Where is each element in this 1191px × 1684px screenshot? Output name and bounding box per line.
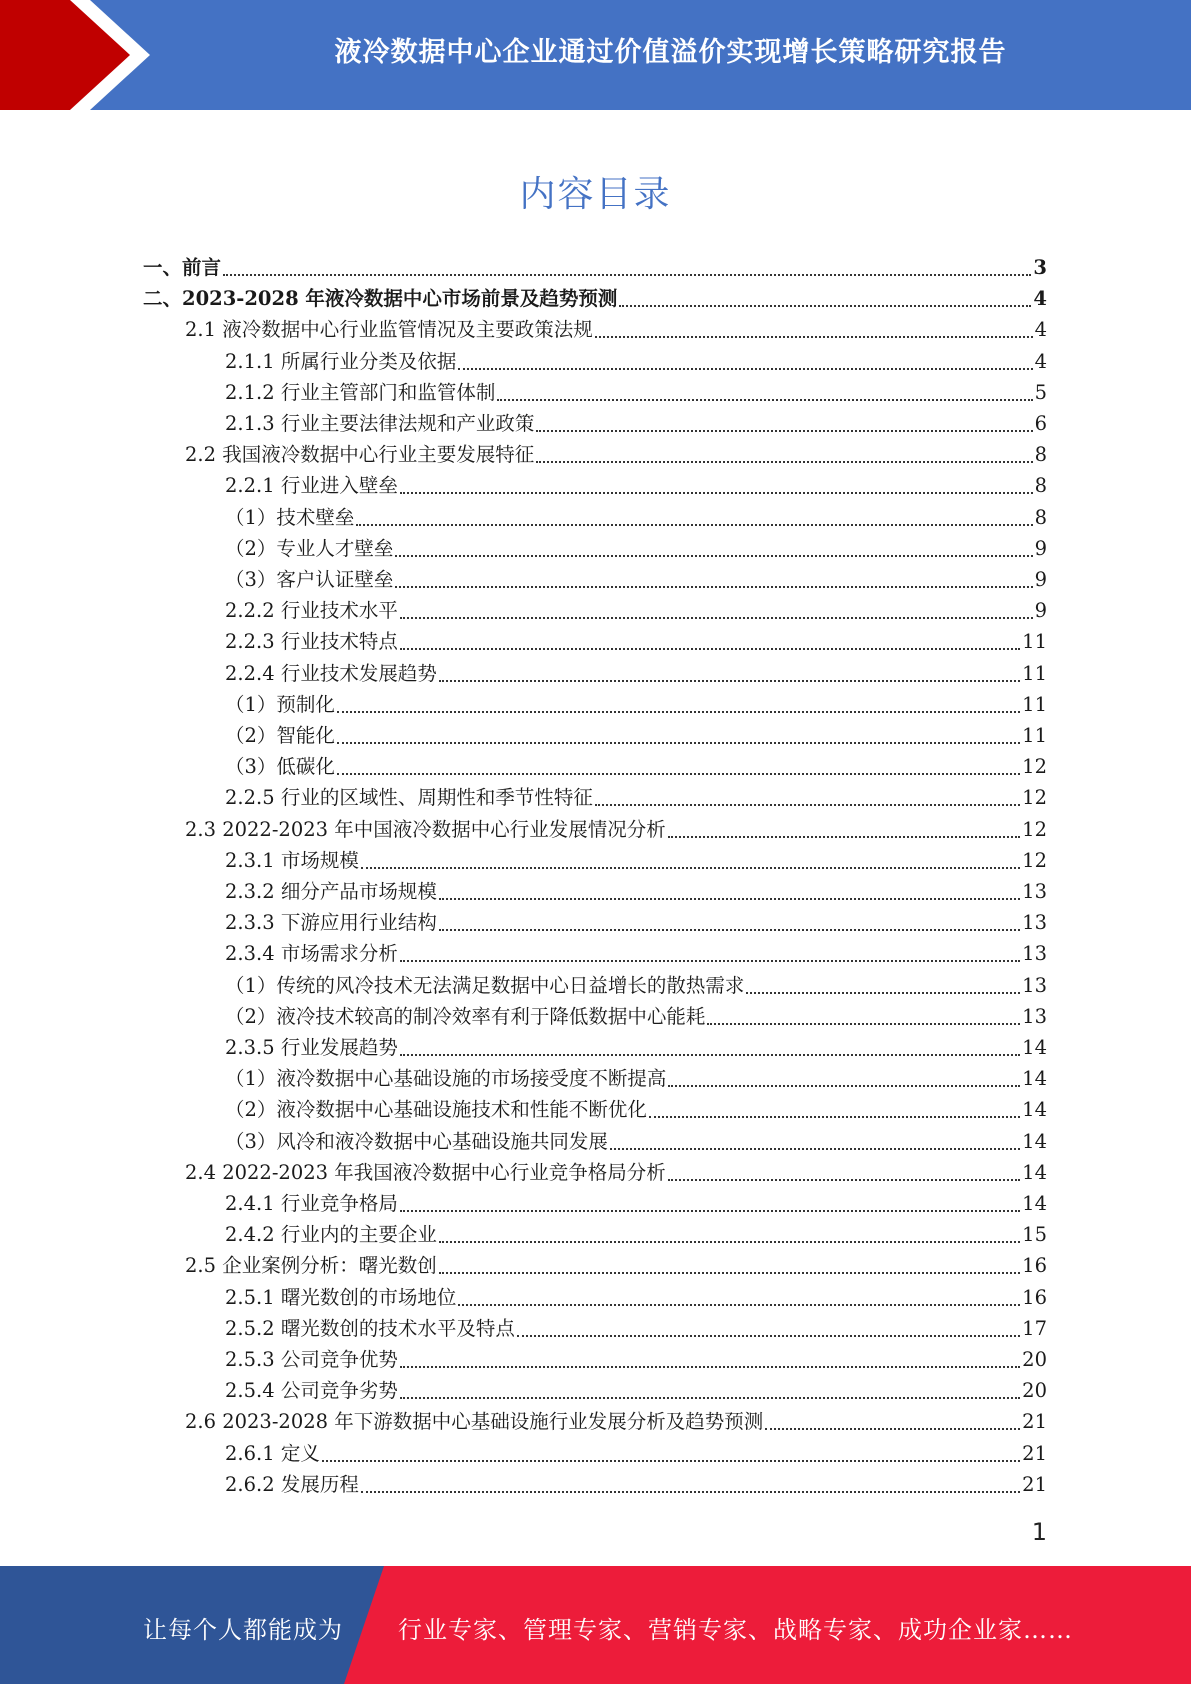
footer-slogan-right: 行业专家、管理专家、营销专家、战略专家、成功企业家……: [398, 1616, 1073, 1644]
toc-entry-page: 11: [1022, 630, 1047, 653]
toc-entry[interactable]: [185, 314, 1047, 345]
toc-entry[interactable]: [185, 439, 1047, 470]
toc-entry[interactable]: [225, 1438, 1047, 1469]
toc-entry-label: （2）液冷数据中心基础设施技术和性能不断优化: [225, 1098, 647, 1121]
footer-banner: [0, 1566, 1191, 1684]
toc-dot-leader: [400, 1397, 1020, 1399]
toc-dot-leader: [668, 1179, 1020, 1181]
toc-entry[interactable]: [185, 1406, 1047, 1437]
toc-entry-label: 2.1.2 行业主管部门和监管体制: [225, 381, 496, 404]
toc-entry-label: 2.2.1 行业进入壁垒: [225, 474, 398, 497]
toc-entry[interactable]: [225, 1313, 1047, 1344]
toc-entry[interactable]: [225, 970, 1047, 1001]
toc-dot-leader: [395, 555, 1032, 557]
toc-entry-page: 21: [1022, 1473, 1047, 1496]
toc-entry[interactable]: [225, 876, 1047, 907]
toc-entry-page: 16: [1022, 1286, 1047, 1309]
toc-entry-page: 4: [1033, 287, 1047, 310]
toc-dot-leader: [517, 1335, 1020, 1337]
toc-entry-page: 20: [1022, 1379, 1047, 1402]
toc-entry-label: 2.3 2022-2023 年中国液冷数据中心行业发展情况分析: [185, 818, 666, 841]
toc-entry-page: 9: [1034, 568, 1047, 591]
toc-entry-label: （2）智能化: [225, 724, 335, 747]
toc-entry-label: 2.5.1 曙光数创的市场地位: [225, 1286, 457, 1309]
toc-entry[interactable]: [143, 283, 1047, 314]
toc-entry-label: 2.4 2022-2023 年我国液冷数据中心行业竞争格局分析: [185, 1161, 666, 1184]
toc-entry-page: 8: [1034, 506, 1047, 529]
toc-entry-page: 14: [1022, 1036, 1047, 1059]
report-title: 液冷数据中心企业通过价值溢价实现增长策略研究报告: [334, 37, 1007, 68]
toc-dot-leader: [400, 1366, 1020, 1368]
toc-heading: 内容目录: [519, 174, 672, 215]
toc-entry-label: （1）传统的风冷技术无法满足数据中心日益增长的散热需求: [225, 974, 745, 997]
toc-entry-page: 13: [1022, 942, 1047, 965]
toc-dot-leader: [400, 492, 1033, 494]
toc-dot-leader: [610, 1148, 1020, 1150]
toc-entry-label: 2.2.2 行业技术水平: [225, 599, 398, 622]
toc-entry[interactable]: [225, 533, 1047, 564]
toc-dot-leader: [536, 461, 1032, 463]
toc-entry[interactable]: [225, 1219, 1047, 1250]
toc-entry-label: 2.6.1 定义: [225, 1442, 320, 1465]
toc-entry-page: 5: [1034, 381, 1047, 404]
toc-dot-leader: [439, 929, 1020, 931]
toc-entry-label: 2.1.1 所属行业分类及依据: [225, 350, 457, 373]
toc-entry-page: 12: [1022, 755, 1047, 778]
toc-dot-leader: [361, 867, 1020, 869]
toc-entry-page: 14: [1022, 1067, 1047, 1090]
toc-entry-label: 2.5.2 曙光数创的技术水平及特点: [225, 1317, 515, 1340]
toc-dot-leader: [619, 305, 1031, 307]
toc-entry[interactable]: [225, 907, 1047, 938]
toc-dot-leader: [223, 274, 1031, 276]
toc-entry-page: 12: [1022, 786, 1047, 809]
toc-entry-page: 8: [1034, 474, 1047, 497]
toc-entry[interactable]: [225, 1001, 1047, 1032]
toc-entry-page: 11: [1022, 724, 1047, 747]
toc-entry-label: 2.4.1 行业竞争格局: [225, 1192, 398, 1215]
toc-entry[interactable]: [225, 720, 1047, 751]
toc-entry[interactable]: [225, 845, 1047, 876]
toc-dot-leader: [458, 1304, 1020, 1306]
toc-dot-leader: [337, 773, 1020, 775]
toc-dot-leader: [668, 836, 1020, 838]
toc-entry-page: 12: [1022, 849, 1047, 872]
toc-entry-label: 2.3.5 行业发展趋势: [225, 1036, 398, 1059]
toc-entry-label: 2.5 企业案例分析：曙光数创: [185, 1254, 437, 1277]
toc-dot-leader: [765, 1428, 1020, 1430]
toc-entry[interactable]: [225, 658, 1047, 689]
toc-entry[interactable]: [225, 689, 1047, 720]
toc-dot-leader: [361, 1491, 1020, 1493]
toc-entry-page: 20: [1022, 1348, 1047, 1371]
toc-entry-label: 2.2.5 行业的区域性、周期性和季节性特征: [225, 786, 593, 809]
toc-dot-leader: [707, 1023, 1020, 1025]
toc-entry[interactable]: [225, 1063, 1047, 1094]
toc-dot-leader: [400, 960, 1020, 962]
toc-entry-page: 9: [1034, 537, 1047, 560]
toc-dot-leader: [356, 524, 1032, 526]
toc-dot-leader: [746, 992, 1020, 994]
toc-dot-leader: [497, 399, 1032, 401]
toc-entry[interactable]: [225, 595, 1047, 626]
toc-entry-page: 11: [1022, 662, 1047, 685]
toc-entry-page: 14: [1022, 1098, 1047, 1121]
toc-entry-label: 2.3.2 细分产品市场规模: [225, 880, 437, 903]
toc-entry-page: 6: [1034, 412, 1047, 435]
toc-entry-label: 2.5.4 公司竞争劣势: [225, 1379, 398, 1402]
toc-dot-leader: [439, 898, 1020, 900]
toc-entry-page: 11: [1022, 693, 1047, 716]
toc-entry-page: 14: [1022, 1130, 1047, 1153]
toc-entry[interactable]: [185, 1157, 1047, 1188]
toc-entry-label: 2.1 液冷数据中心行业监管情况及主要政策法规: [185, 318, 593, 341]
toc-entry[interactable]: [225, 377, 1047, 408]
toc-entry[interactable]: [225, 1469, 1047, 1500]
toc-dot-leader: [668, 1085, 1020, 1087]
toc-entry[interactable]: [185, 1250, 1047, 1281]
toc-entry-label: 2.2.3 行业技术特点: [225, 630, 398, 653]
toc-entry-label: 2.3.1 市场规模: [225, 849, 359, 872]
toc-entry-label: 2.2 我国液冷数据中心行业主要发展特征: [185, 443, 535, 466]
toc-entry-page: 13: [1022, 1005, 1047, 1028]
toc-dot-leader: [337, 742, 1020, 744]
toc-entry[interactable]: [225, 408, 1047, 439]
toc-entry[interactable]: [185, 814, 1047, 845]
toc-entry-label: 2.6 2023-2028 年下游数据中心基础设施行业发展分析及趋势预测: [185, 1410, 764, 1433]
toc-entry-page: 9: [1034, 599, 1047, 622]
toc-dot-leader: [337, 711, 1020, 713]
toc-entry[interactable]: [225, 1188, 1047, 1219]
toc-entry[interactable]: [225, 470, 1047, 501]
toc-entry-label: （2）专业人才壁垒: [225, 537, 394, 560]
toc-entry-page: 13: [1022, 880, 1047, 903]
page-number: 1: [1031, 1518, 1047, 1546]
toc-entry-label: （2）液冷技术较高的制冷效率有利于降低数据中心能耗: [225, 1005, 706, 1028]
toc-entry[interactable]: [225, 346, 1047, 377]
toc-entry-page: 13: [1022, 974, 1047, 997]
toc-dot-leader: [439, 680, 1020, 682]
toc-dot-leader: [400, 1210, 1020, 1212]
toc-entry-page: 12: [1022, 818, 1047, 841]
toc-entry-page: 14: [1022, 1192, 1047, 1215]
footer-slogan-left: 让每个人都能成为: [143, 1616, 343, 1644]
toc-entry-label: 2.1.3 行业主要法律法规和产业政策: [225, 412, 535, 435]
toc-entry[interactable]: [225, 626, 1047, 657]
toc-entry-page: 16: [1022, 1254, 1047, 1277]
toc-entry-label: 2.3.3 下游应用行业结构: [225, 911, 437, 934]
toc-entry-label: 二、2023-2028 年液冷数据中心市场前景及趋势预测: [143, 287, 618, 310]
toc-entry-page: 21: [1022, 1442, 1047, 1465]
toc-entry-page: 17: [1022, 1317, 1047, 1340]
toc-dot-leader: [595, 336, 1033, 338]
toc-dot-leader: [400, 1054, 1020, 1056]
toc-entry-label: （1）液冷数据中心基础设施的市场接受度不断提高: [225, 1067, 667, 1090]
toc-entry-label: 2.4.2 行业内的主要企业: [225, 1223, 437, 1246]
toc-entry-label: （3）低碳化: [225, 755, 335, 778]
toc-entry[interactable]: [225, 751, 1047, 782]
toc-entry-label: 一、前言: [143, 256, 222, 279]
toc-dot-leader: [649, 1116, 1020, 1118]
toc-entry[interactable]: [225, 1344, 1047, 1375]
toc-entry[interactable]: [225, 1094, 1047, 1125]
toc-entry-page: 8: [1034, 443, 1047, 466]
toc-entry-page: 3: [1033, 256, 1047, 279]
toc-dot-leader: [395, 586, 1032, 588]
toc-entry[interactable]: [225, 1282, 1047, 1313]
toc-entry[interactable]: [225, 564, 1047, 595]
toc-dot-leader: [439, 1241, 1020, 1243]
toc-entry[interactable]: [225, 1032, 1047, 1063]
toc-dot-leader: [400, 648, 1020, 650]
toc-entry-label: 2.3.4 市场需求分析: [225, 942, 398, 965]
toc-entry-page: 4: [1034, 350, 1047, 373]
header-banner: [0, 0, 1191, 110]
toc-entry[interactable]: [225, 502, 1047, 533]
toc-dot-leader: [595, 804, 1020, 806]
toc-entry[interactable]: [225, 782, 1047, 813]
toc-entry[interactable]: [225, 1126, 1047, 1157]
toc-entry-label: 2.5.3 公司竞争优势: [225, 1348, 398, 1371]
toc-entry-label: （1）预制化: [225, 693, 335, 716]
toc-entry[interactable]: [225, 1375, 1047, 1406]
toc-dot-leader: [400, 617, 1033, 619]
toc-entry-label: （1）技术壁垒: [225, 506, 355, 529]
toc-dot-leader: [536, 430, 1032, 432]
toc-dot-leader: [458, 368, 1032, 370]
toc-entry-label: （3）客户认证壁垒: [225, 568, 394, 591]
toc-entry[interactable]: [225, 938, 1047, 969]
toc-entry-page: 15: [1022, 1223, 1047, 1246]
toc-entry-page: 13: [1022, 911, 1047, 934]
toc-entry-label: 2.2.4 行业技术发展趋势: [225, 662, 437, 685]
toc-entry-page: 4: [1034, 318, 1047, 341]
toc-entry-label: （3）风冷和液冷数据中心基础设施共同发展: [225, 1130, 608, 1153]
toc-dot-leader: [322, 1460, 1020, 1462]
toc-entry-page: 14: [1022, 1161, 1047, 1184]
toc-dot-leader: [439, 1272, 1020, 1274]
toc-entry[interactable]: [143, 252, 1047, 283]
toc-entry-page: 21: [1022, 1410, 1047, 1433]
toc-entry-label: 2.6.2 发展历程: [225, 1473, 359, 1496]
